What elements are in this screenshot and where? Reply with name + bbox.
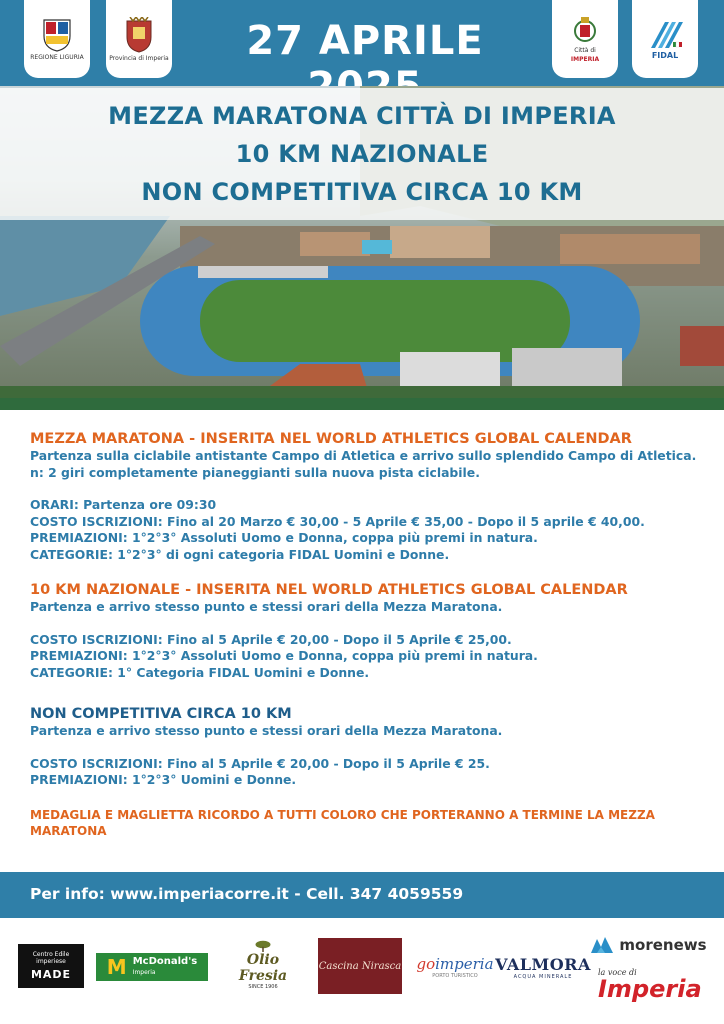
hero-title-line-1: MEZZA MARATONA CITTÀ DI IMPERIA	[108, 102, 616, 130]
green-divider	[0, 398, 724, 410]
fidal-logo-icon	[645, 20, 685, 50]
cascina-nirasca-name: Cascina Nirasca	[318, 960, 402, 972]
citta-imperia-caption-name: IMPERIA	[570, 56, 600, 63]
morenews-name: morenews	[619, 936, 707, 954]
citta-imperia-crest-icon	[572, 15, 598, 45]
sponsor-goimperia	[412, 952, 498, 982]
la-voce-name: Imperia	[598, 974, 702, 1003]
sponsor-morenews	[586, 932, 710, 958]
info-contact[interactable]: Per info: www.imperiacorre.it - Cell. 347 4059559	[30, 885, 464, 903]
top-banner	[0, 0, 724, 86]
valmora-name: VALMORA	[495, 954, 591, 974]
olio-fresia-name: Olio Fresia	[238, 952, 288, 984]
citta-imperia-logo	[552, 0, 618, 78]
provincia-imperia-logo	[106, 0, 172, 78]
noncomp-premiazioni: PREMIAZIONI: 1°2°3° Uomini e Donne.	[30, 772, 297, 787]
noncomp-costo: COSTO ISCRIZIONI: Fino al 5 Aprile € 20,00 - Dopo il 5 Aprile € 25.	[30, 755, 490, 771]
goimperia-name-a: go	[416, 955, 436, 973]
morenews-logo-icon	[589, 935, 615, 955]
mezza-categorie: CATEGORIE: 1°2°3° di ogni categoria FIDAL Uomini e Donne.	[30, 546, 450, 562]
regione-liguria-crest-icon	[42, 18, 72, 52]
mezza-costo: COSTO ISCRIZIONI: Fino al 20 Marzo € 30,00 - 5 Aprile € 35,00 - Dopo il 5 aprile € 40,00.	[30, 513, 645, 529]
olio-fresia-sub: SINCE 1906	[248, 984, 278, 990]
sponsor-valmora	[495, 950, 591, 984]
valmora-sub: ACQUA MINERALE	[513, 973, 573, 980]
dieci-premiazioni: PREMIAZIONI: 1°2°3° Assoluti Uomo e Donna, coppa più premi in natura.	[30, 648, 538, 663]
mcdonalds-arches-icon: M	[106, 955, 127, 979]
regione-liguria-caption: REGIONE LIGURIA	[30, 53, 84, 61]
regione-liguria-logo	[24, 0, 90, 78]
centro-edile-line2: imperiese	[36, 958, 66, 965]
event-date: 27 APRILE	[246, 18, 484, 64]
noncomp-heading: NON COMPETITIVA CIRCA 10 KM	[30, 706, 292, 722]
event-details	[30, 430, 710, 840]
la-voce-sub: la voce di	[598, 967, 637, 977]
sponsor-cascina-nirasca	[318, 938, 402, 994]
provincia-imperia-crest-icon	[124, 17, 154, 53]
mcdonalds-sub: Imperia	[132, 969, 156, 976]
goimperia-name-b: imperia	[435, 955, 494, 973]
mcdonalds-name: McDonald's	[132, 956, 198, 967]
mezza-orari: ORARI: Partenza ore 09:30	[30, 497, 217, 512]
hero-title-line-2: 10 KM NAZIONALE	[235, 140, 489, 168]
noncomp-desc: Partenza e arrivo stesso punto e stessi orari della Mezza Maratona.	[30, 723, 503, 738]
sponsor-mcdonalds	[96, 953, 208, 981]
dieci-categorie: CATEGORIE: 1° Categoria FIDAL Uomini e Donne.	[30, 664, 370, 680]
dieci-costo: COSTO ISCRIZIONI: Fino al 5 Aprile € 20,00 - Dopo il 5 Aprile € 25,00.	[30, 631, 512, 647]
mezza-desc-1: Partenza sulla ciclabile antistante Campo di Atletica e arrivo sullo splendido Campo di Atletica.	[30, 448, 697, 463]
fidal-caption: FIDAL	[651, 50, 679, 60]
centro-edile-line1: Centro Edile	[32, 951, 70, 958]
medal-note: MEDAGLIA E MAGLIETTA RICORDO A TUTTI COLORO CHE PORTERANNO A TERMINE LA MEZZA MARATONA	[30, 807, 655, 838]
citta-imperia-caption: Città di	[574, 47, 596, 54]
olive-tree-icon	[252, 940, 274, 952]
info-bar	[0, 872, 724, 918]
mezza-heading: MEZZA MARATONA - INSERITA NEL WORLD ATHLETICS GLOBAL CALENDAR	[30, 431, 632, 447]
goimperia-name	[416, 955, 493, 973]
mezza-premiazioni: PREMIAZIONI: 1°2°3° Assoluti Uomo e Donna, coppa più premi in natura.	[30, 530, 538, 545]
mezza-desc-2: n: 2 giri completamente pianeggianti sulla nuova pista ciclabile.	[30, 464, 480, 480]
fidal-logo	[632, 0, 698, 78]
dieci-heading: 10 KM NAZIONALE - INSERITA NEL WORLD ATHLETICS GLOBAL CALENDAR	[30, 582, 628, 598]
sponsor-la-voce-di-imperia	[598, 964, 702, 1004]
provincia-imperia-caption: Provincia di Imperia	[109, 54, 169, 62]
dieci-desc: Partenza e arrivo stesso punto e stessi orari della Mezza Maratona.	[30, 599, 503, 614]
goimperia-sub: PORTO TURISTICO	[432, 973, 478, 979]
hero-title-line-3: NON COMPETITIVA CIRCA 10 KM	[141, 178, 583, 206]
sponsor-olio-fresia	[224, 940, 302, 990]
sponsor-centro-edile	[18, 944, 84, 988]
hero-title-block	[0, 88, 724, 220]
centro-edile-brand: MADE	[30, 968, 72, 981]
